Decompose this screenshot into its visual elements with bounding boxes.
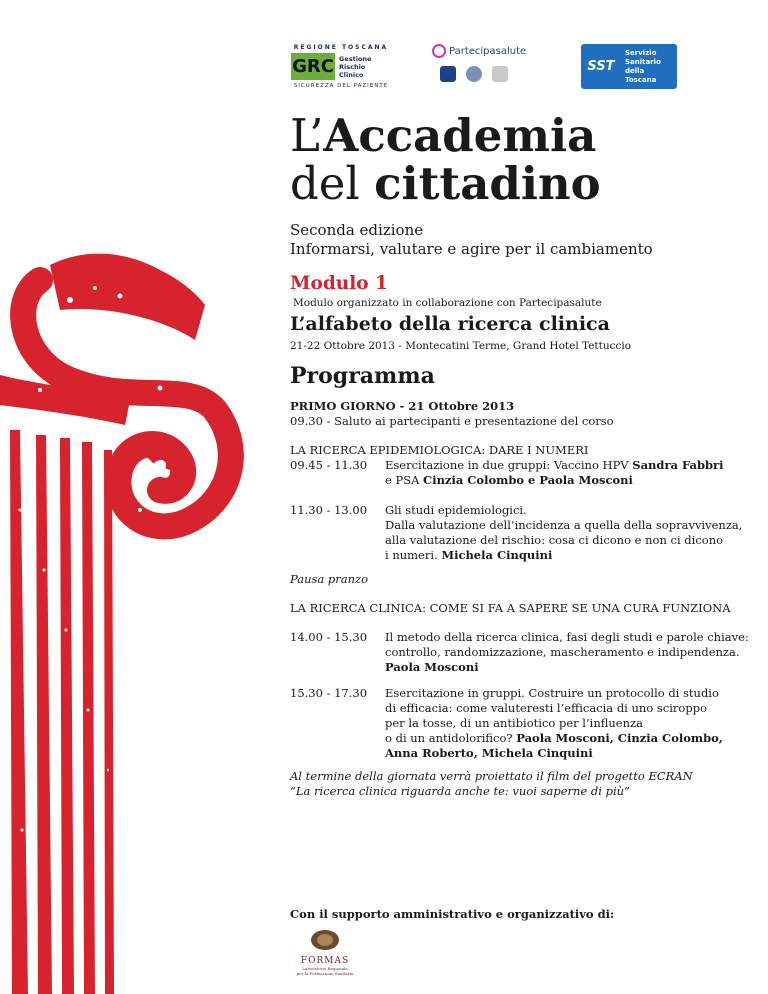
day-heading: PRIMO GIORNO - 21 Ottobre 2013 <box>290 399 515 413</box>
sst-line: Sanitario <box>625 57 661 66</box>
partecipasalute-mark-icon <box>432 44 446 58</box>
grc-logo <box>291 44 391 94</box>
grc-box: GRC <box>291 53 335 80</box>
schedule-row <box>290 503 755 563</box>
grc-word: Rischio <box>339 62 366 71</box>
program-heading: Programma <box>290 363 435 389</box>
partner-logo-icon <box>440 66 456 82</box>
grc-word: Gestione <box>339 54 372 63</box>
module-date-place: 21-22 Ottobre 2013 - Montecatini Terme, Grand Hotel Tettuccio <box>290 340 632 352</box>
schedule-time: 14.00 - 15.30 <box>290 630 368 644</box>
sst-abbr: SST <box>587 59 615 74</box>
schedule-description: Esercitazione in gruppi. Costruire un protocollo di studio di efficacia: come valuteresti l’efficacia di uno sciroppo per la tosse, di un antibiotico per l’influenza o di un antidolorifico? Paola Mosconi, Cinzia Colombo, Anna Roberto, Michela Cinquini <box>385 686 723 760</box>
schedule-row <box>290 630 755 675</box>
schedule-time: 15.30 - 17.30 <box>290 686 368 700</box>
welcome-line: 09.30 - Saluto ai partecipanti e presentazione del corso <box>290 414 614 428</box>
grc-tagline: SICUREZZA DEL PAZIENTE <box>293 83 389 89</box>
partner-seal-icon <box>466 66 482 82</box>
closing-note: Al termine della giornata verrà proiettato il film del progetto ECRAN “La ricerca clinica riguarda anche te: vuoi saperne di più” <box>290 769 693 798</box>
sst-line: Toscana <box>625 75 657 84</box>
schedule-description: Il metodo della ricerca clinica, fasi degli studi e parole chiave: controllo, randomizzazione, mascheramento e indipendenza. Paola Mosconi <box>385 630 749 674</box>
schedule-row <box>290 686 755 761</box>
module-note: Modulo organizzato in collaborazione con Partecipasalute <box>293 297 602 309</box>
formas-logo <box>290 928 360 978</box>
schedule-time: 09.45 - 11.30 <box>290 458 368 472</box>
module-title: Modulo 1 <box>290 273 388 294</box>
section-heading: LA RICERCA CLINICA: COME SI FA A SAPERE SE UNA CURA FUNZIONA <box>290 601 731 615</box>
partner-emblem-icon <box>492 66 508 82</box>
ionic-column-illustration <box>0 210 290 994</box>
formas-subtitle: Laboratorio Regionale <box>302 966 348 971</box>
section-heading: LA RICERCA EPIDEMIOLOGICA: DARE I NUMERI <box>290 443 589 457</box>
partecipasalute-logo <box>432 44 530 96</box>
sst-logo <box>581 44 677 89</box>
event-title: L’Accademia del cittadino <box>290 109 601 210</box>
sst-line: Servizio <box>625 48 657 57</box>
formas-crest-icon <box>305 928 345 952</box>
partecipasalute-name: Partecipasalute <box>449 45 527 57</box>
lunch-break: Pausa pranzo <box>290 572 369 586</box>
formas-subtitle: per la Formazione Sanitaria <box>296 971 354 976</box>
sst-line: della <box>625 66 645 75</box>
schedule-description: Esercitazione in due gruppi: Vaccino HPV Sandra Fabbri e PSA Cinzia Colombo e Paola Mosconi <box>385 458 724 487</box>
grc-word: Clinico <box>339 70 364 79</box>
edition-subtitle: Seconda edizione Informarsi, valutare e agire per il cambiamento <box>290 221 653 258</box>
schedule-time: 11.30 - 13.00 <box>290 503 368 517</box>
schedule-row <box>290 458 755 488</box>
support-line: Con il supporto amministrativo e organizzativo di: <box>290 907 615 921</box>
formas-name: FORMAS <box>300 956 350 966</box>
schedule-description: Gli studi epidemiologici. Dalla valutazione dell’incidenza a quella della sopravvivenza, alla valutazione del rischio: cosa ci dicono e non ci dicono i numeri. Michela Cinquini <box>385 503 743 562</box>
grc-region: REGIONE TOSCANA <box>293 44 389 51</box>
module-subject: L’alfabeto della ricerca clinica <box>290 313 610 335</box>
